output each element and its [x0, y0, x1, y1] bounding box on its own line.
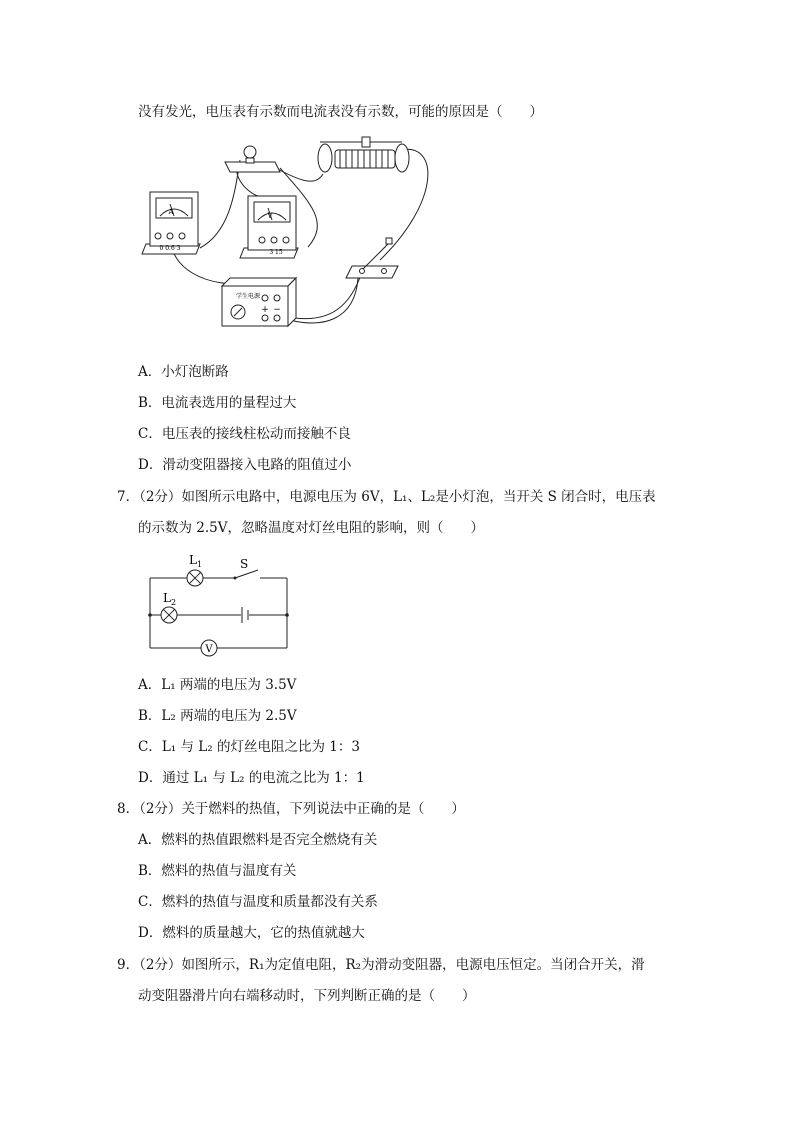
ammeter-label: A: [168, 208, 174, 216]
q7-circuit-diagram: [140, 548, 300, 660]
rheostat-icon: [318, 137, 409, 172]
q9-score: （2分）: [139, 957, 182, 973]
supply-label: 学生电源: [236, 293, 261, 300]
supply-minus: −: [273, 305, 281, 315]
q7-fig-l2: $L_2$: [163, 591, 177, 607]
q8-option-b: B．燃料的热值与温度有关: [138, 863, 297, 879]
q9-number: 9．: [117, 957, 140, 973]
q8-score: （2分）: [139, 801, 182, 817]
switch-icon: [346, 238, 398, 278]
q8-option-c: C．燃料的热值与温度和质量都没有关系: [138, 894, 378, 910]
lamp-l1-icon: [187, 570, 203, 586]
q7-option-d: D．通过 L₁ 与 L₂ 的电流之比为 1：1: [138, 770, 365, 786]
lamp-l2-icon: [161, 607, 177, 623]
q7-option-a: A．L₁ 两端的电压为 3.5V: [138, 677, 297, 693]
voltmeter-terminals: 3 15: [269, 249, 283, 256]
q7-fig-s: S: [240, 557, 249, 571]
q7-stem-line1: [117, 487, 656, 507]
q9-stem-line2: 动变阻器滑片向右端移动时，下列判断正确的是（ ）: [138, 988, 476, 1004]
junction-dot-icon: [285, 613, 289, 617]
ammeter-terminals: 0 0.6 3: [159, 245, 181, 252]
voltmeter-label: V: [267, 212, 273, 220]
junction-dot-icon: [148, 613, 152, 617]
bulb-icon: [225, 146, 280, 172]
q6-option-b: B．电流表选用的量程过大: [138, 395, 297, 411]
q9-stem-text: 如图所示，R₁为定值电阻，R₂为滑动变阻器，电源电压恒定。当闭合开关，滑: [181, 957, 645, 973]
q8-option-a: A．燃料的热值跟燃料是否完全燃烧有关: [138, 832, 378, 848]
q7-stem-line2: 的示数为 2.5V，忽略温度对灯丝电阻的影响，则（ ）: [138, 520, 485, 536]
q6-stem: 没有发光，电压表有示数而电流表没有示数，可能的原因是（ ）: [138, 104, 543, 120]
q8-number: 8．: [117, 801, 140, 817]
q6-option-c: C．电压表的接线柱松动而接触不良: [138, 426, 351, 442]
q7-number: 7．: [117, 489, 140, 505]
q6-option-d: D．滑动变阻器接入电路的阻值过小: [138, 457, 352, 473]
q7-option-c: C．L₁ 与 L₂ 的灯丝电阻之比为 1：3: [138, 739, 360, 755]
q7-stem-text: 如图所示电路中，电源电压为 6V，L₁、L₂是小灯泡，当开关 S 闭合时，电压表: [181, 489, 656, 505]
q8-stem: [117, 799, 465, 819]
q8-option-d: D．燃料的质量越大，它的热值就越大: [138, 925, 365, 941]
q7-fig-v: V: [205, 644, 213, 655]
q7-option-b: B．L₂ 两端的电压为 2.5V: [138, 708, 297, 724]
q6-circuit-figure: [140, 132, 440, 356]
q6-option-a: A．小灯泡断路: [138, 364, 229, 380]
switch-pivot-icon: [234, 577, 237, 580]
q7-fig-l1: $L_1$: [189, 553, 203, 569]
power-supply-icon: [222, 278, 296, 326]
q8-stem-text: 关于燃料的热值，下列说法中正确的是（ ）: [181, 801, 465, 817]
q9-stem-line1: [117, 955, 645, 975]
q7-score: （2分）: [139, 489, 182, 505]
supply-plus: +: [261, 305, 269, 315]
